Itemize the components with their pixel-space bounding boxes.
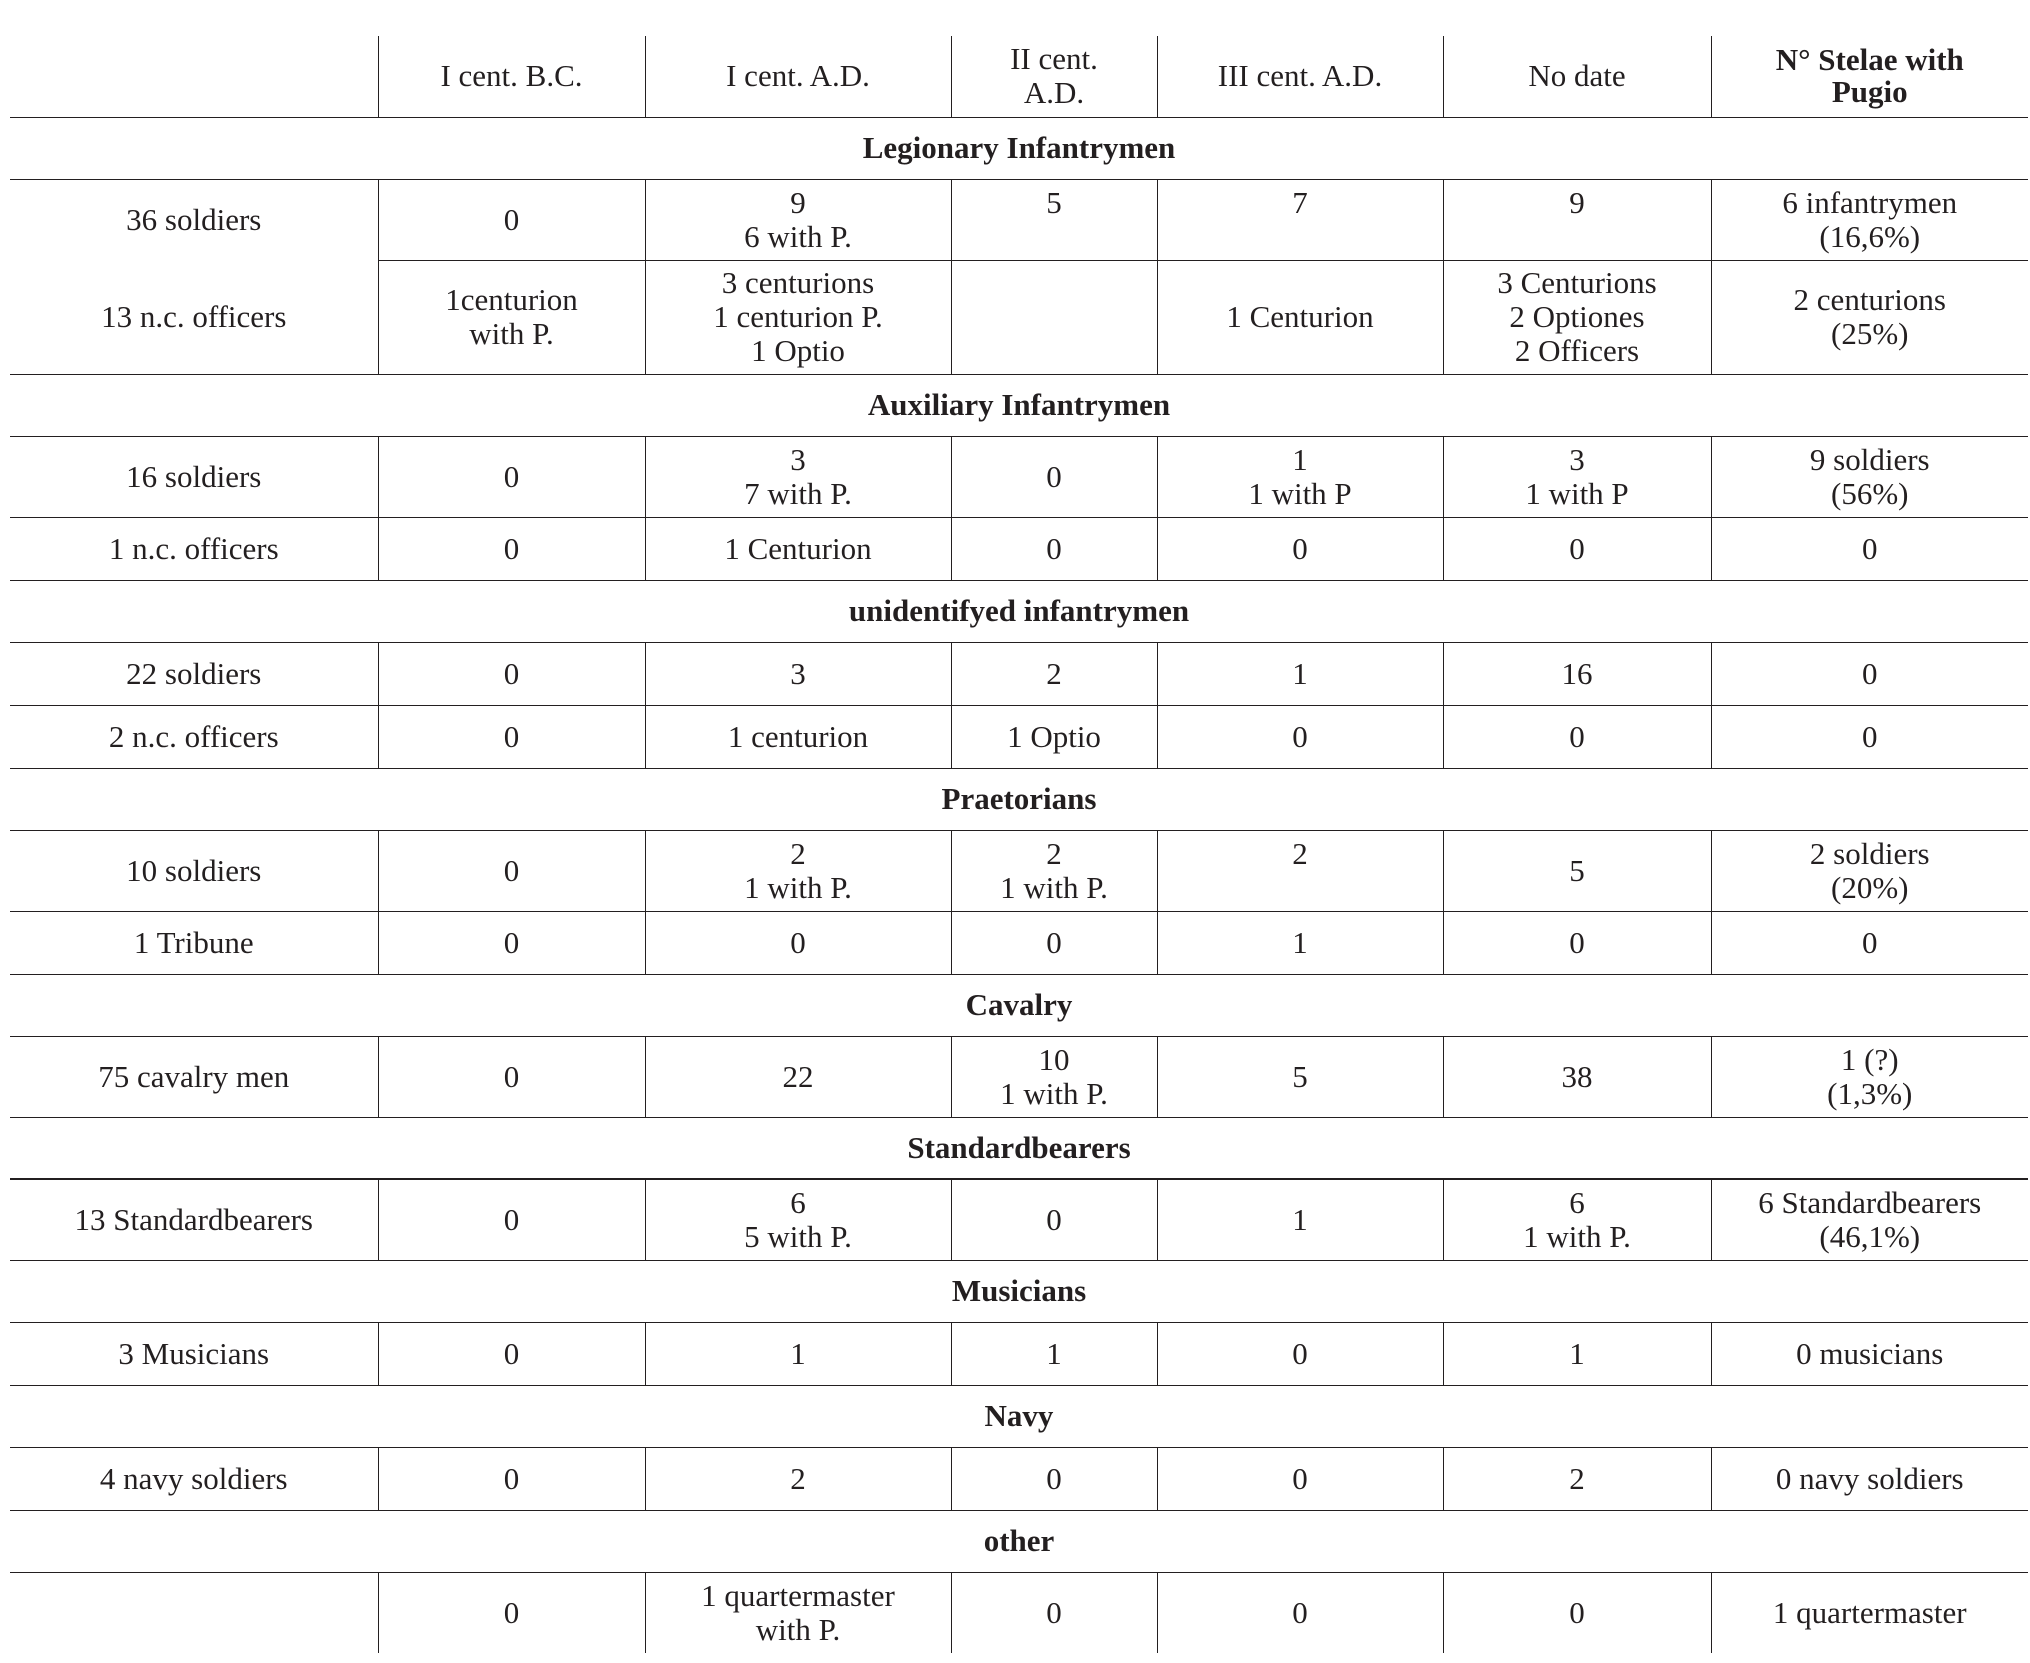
table-cell: 0 bbox=[951, 911, 1157, 974]
table-cell: 3 1 with P bbox=[1443, 436, 1711, 517]
section-title: Auxiliary Infantrymen bbox=[10, 374, 2028, 436]
section-row-cavalry bbox=[10, 974, 2028, 1036]
table-cell: 6 5 with P. bbox=[645, 1179, 951, 1260]
section-row-unidentified bbox=[10, 580, 2028, 642]
table-cell: 0 bbox=[378, 642, 645, 705]
table-row bbox=[10, 705, 2028, 768]
table-cell: 1 1 with P bbox=[1157, 436, 1443, 517]
table-row bbox=[10, 179, 2028, 260]
table-row bbox=[10, 911, 2028, 974]
table-row bbox=[10, 1447, 2028, 1510]
table-cell: 3 centurions 1 centurion P. 1 Optio bbox=[645, 260, 951, 374]
table-cell: 0 bbox=[378, 1036, 645, 1117]
table-cell: 2 centurions (25%) bbox=[1711, 260, 2028, 374]
section-title: Praetorians bbox=[10, 768, 2028, 830]
table-cell: 0 bbox=[378, 1447, 645, 1510]
section-title: other bbox=[10, 1510, 2028, 1572]
table-cell: 0 bbox=[1711, 705, 2028, 768]
row-label: 10 soldiers bbox=[126, 852, 262, 888]
section-row-praetorians bbox=[10, 768, 2028, 830]
table-cell: 9 soldiers (56%) bbox=[1711, 436, 2028, 517]
table-cell: 2 bbox=[645, 1447, 951, 1510]
table-cell: 0 bbox=[1157, 1572, 1443, 1653]
section-title: Standardbearers bbox=[10, 1117, 2028, 1179]
table-cell: 0 bbox=[1443, 1572, 1711, 1653]
header-cell-i-cent-ad: I cent. A.D. bbox=[645, 36, 951, 117]
table-cell: 0 bbox=[1711, 642, 2028, 705]
table-row bbox=[10, 642, 2028, 705]
section-title: Legionary Infantrymen bbox=[10, 117, 2028, 179]
row-label: 75 cavalry men bbox=[98, 1058, 290, 1094]
table-cell: 0 bbox=[1157, 517, 1443, 580]
header-cell-blank bbox=[10, 36, 378, 117]
table-cell: 2 1 with P. bbox=[951, 830, 1157, 911]
row-label: 13 n.c. officers bbox=[101, 298, 287, 334]
table-cell: 0 bbox=[1157, 705, 1443, 768]
table-cell: 0 bbox=[378, 705, 645, 768]
table-cell: 0 bbox=[951, 517, 1157, 580]
header-cell-no-date: No date bbox=[1443, 36, 1711, 117]
section-row-navy bbox=[10, 1385, 2028, 1447]
stelae-table-container bbox=[10, 36, 2028, 1653]
section-title: unidentifyed infantrymen bbox=[10, 580, 2028, 642]
section-row-standardbearers bbox=[10, 1117, 2028, 1179]
table-cell: 6 1 with P. bbox=[1443, 1179, 1711, 1260]
table-cell: 0 bbox=[951, 1179, 1157, 1260]
table-cell: 5 bbox=[1157, 1036, 1443, 1117]
table-cell: 1 bbox=[1157, 642, 1443, 705]
section-row-other bbox=[10, 1510, 2028, 1572]
table-cell: 2 bbox=[1157, 830, 1443, 911]
table-cell: 10 1 with P. bbox=[951, 1036, 1157, 1117]
table-cell: 1 Centurion bbox=[645, 517, 951, 580]
header-cell-iii-cent-ad: III cent. A.D. bbox=[1157, 36, 1443, 117]
table-cell: 2 bbox=[951, 642, 1157, 705]
row-label: 36 soldiers bbox=[126, 201, 262, 237]
stelae-table bbox=[10, 36, 2028, 1653]
table-cell: 9 bbox=[1443, 179, 1711, 260]
table-cell: 0 bbox=[1711, 517, 2028, 580]
row-label: 16 soldiers bbox=[126, 458, 262, 494]
table-cell: 0 bbox=[378, 911, 645, 974]
section-title: Navy bbox=[10, 1385, 2028, 1447]
table-cell: 0 bbox=[1157, 1447, 1443, 1510]
table-cell: 0 bbox=[378, 830, 645, 911]
table-row bbox=[10, 260, 2028, 374]
table-row bbox=[10, 1179, 2028, 1260]
table-cell: 1 bbox=[1443, 1322, 1711, 1385]
header-cell-i-cent-bc: I cent. B.C. bbox=[378, 36, 645, 117]
table-cell: 5 bbox=[1443, 830, 1711, 911]
table-cell: 0 bbox=[951, 436, 1157, 517]
table-cell: 0 bbox=[378, 517, 645, 580]
row-label: 13 Standardbearers bbox=[74, 1201, 313, 1237]
row-label: 4 navy soldiers bbox=[99, 1460, 288, 1496]
table-cell: 6 Standardbearers (46,1%) bbox=[1711, 1179, 2028, 1260]
table-cell: 2 soldiers (20%) bbox=[1711, 830, 2028, 911]
table-cell: 3 Centurions 2 Optiones 2 Officers bbox=[1443, 260, 1711, 374]
table-cell: 0 bbox=[1157, 1322, 1443, 1385]
table-cell: 3 bbox=[645, 642, 951, 705]
header-cell-stelae-with-pugio: N° Stelae with Pugio bbox=[1711, 36, 2028, 117]
table-cell: 9 6 with P. bbox=[645, 179, 951, 260]
table-cell: 1 Centurion bbox=[1157, 260, 1443, 374]
header-row bbox=[10, 36, 2028, 117]
row-label bbox=[10, 1572, 378, 1653]
table-cell: 6 infantrymen (16,6%) bbox=[1711, 179, 2028, 260]
table-cell: 1 Optio bbox=[951, 705, 1157, 768]
table-cell: 22 bbox=[645, 1036, 951, 1117]
section-title: Cavalry bbox=[10, 974, 2028, 1036]
table-cell: 0 bbox=[1711, 911, 2028, 974]
table-cell: 1 bbox=[1157, 911, 1443, 974]
table-cell: 16 bbox=[1443, 642, 1711, 705]
table-cell: 0 bbox=[645, 911, 951, 974]
table-cell bbox=[951, 260, 1157, 374]
table-cell: 2 1 with P. bbox=[645, 830, 951, 911]
row-label: 1 n.c. officers bbox=[10, 517, 378, 580]
row-label: 1 Tribune bbox=[10, 911, 378, 974]
table-cell: 0 bbox=[378, 1572, 645, 1653]
table-cell: 5 bbox=[951, 179, 1157, 260]
table-cell: 0 bbox=[1443, 911, 1711, 974]
table-cell: 1 (?) (1,3%) bbox=[1711, 1036, 2028, 1117]
table-row bbox=[10, 1572, 2028, 1653]
table-cell: 1centurion with P. bbox=[378, 260, 645, 374]
row-label: 2 n.c. officers bbox=[10, 705, 378, 768]
table-cell: 0 bbox=[951, 1572, 1157, 1653]
table-cell: 2 bbox=[1443, 1447, 1711, 1510]
table-cell: 1 bbox=[645, 1322, 951, 1385]
section-row-auxiliary bbox=[10, 374, 2028, 436]
section-row-musicians bbox=[10, 1260, 2028, 1322]
table-cell: 0 bbox=[1443, 705, 1711, 768]
table-cell: 0 bbox=[378, 1322, 645, 1385]
section-title: Musicians bbox=[10, 1260, 2028, 1322]
table-cell: 1 bbox=[1157, 1179, 1443, 1260]
table-cell: 0 bbox=[378, 179, 645, 260]
table-cell: 0 bbox=[951, 1447, 1157, 1510]
table-row bbox=[10, 1322, 2028, 1385]
table-row bbox=[10, 1036, 2028, 1117]
table-cell: 0 bbox=[378, 1179, 645, 1260]
table-cell: 3 7 with P. bbox=[645, 436, 951, 517]
section-row-legionary bbox=[10, 117, 2028, 179]
table-cell: 1 quartermaster bbox=[1711, 1572, 2028, 1653]
table-cell: 0 bbox=[1443, 517, 1711, 580]
table-cell: 0 bbox=[378, 436, 645, 517]
row-label: 3 Musicians bbox=[118, 1335, 270, 1371]
table-cell: 1 quartermaster with P. bbox=[645, 1572, 951, 1653]
table-row bbox=[10, 436, 2028, 517]
table-row bbox=[10, 517, 2028, 580]
table-cell: 0 navy soldiers bbox=[1711, 1447, 2028, 1510]
table-cell: 1 bbox=[951, 1322, 1157, 1385]
table-cell: 38 bbox=[1443, 1036, 1711, 1117]
header-cell-ii-cent-ad: II cent. A.D. bbox=[951, 36, 1157, 117]
table-cell: 0 musicians bbox=[1711, 1322, 2028, 1385]
table-cell: 1 centurion bbox=[645, 705, 951, 768]
table-row bbox=[10, 830, 2028, 911]
table-cell: 7 bbox=[1157, 179, 1443, 260]
row-label: 22 soldiers bbox=[126, 655, 262, 691]
